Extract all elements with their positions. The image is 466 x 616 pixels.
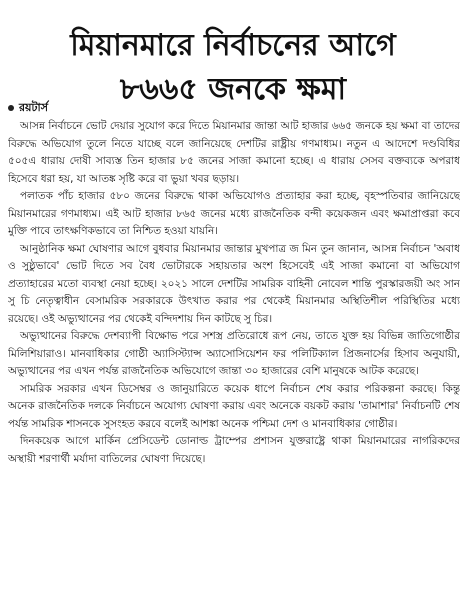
headline-line-2: ৮৬৬৫ জনকে ক্ষমা: [119, 72, 347, 108]
paragraph-4: অভ্যুত্থানের বিরুদ্ধে দেশব্যাপী বিক্ষোভ পরে সশস্ত্র প্রতিরোধে রূপ নেয়, তাতে যুক্ত হয় বিভিন্ন জাতিগোষ্ঠীর মিলিশিয়ারাও। মানবাধিকার গোষ্ঠী অ্যাসিস্ট্যান্স অ্যাসোসিয়েশন ফর পলিটিক্যাল প্রিজনার্সের হিসাব অনুযায়ী, অভ্যুত্থানের পর এখন পর্যন্ত রাজনৈতিক অভিযোগে জান্তা ৩০ হাজারের বেশি মানুষকে আটক করেছে।: [8, 330, 460, 377]
article-body: [8, 118, 460, 612]
bullet-icon: [8, 105, 14, 111]
headline: [8, 24, 458, 112]
paragraph-1: আসন্ন নির্বাচনে ভোট দেয়ার সুযোগ করে দিতে মিয়ানমার জান্তা আট হাজার ৬৬৫ জনকে হয় ক্ষমা বা তাদের বিরুদ্ধে অভিযোগ তুলে নিতে যাচ্ছে বলে জানিয়েছে দেশটির রাষ্ট্রীয় গণমাধ্যম। নতুন এ আদেশে দণ্ডবিধির ৫০৫এ ধারায় দোষী সাব্যস্ত তিন হাজার ৮৫ জনের সাজা কমানো হচ্ছে। এ ধারায় সেসব বক্তব্যকে অপরাধ হিসেবে ধরা হয়, যা আতঙ্ক সৃষ্টি করে বা ভুয়া খবর ছড়ায়।: [8, 120, 460, 185]
paragraph-3: আনুষ্ঠানিক ক্ষমা ঘোষণার আগে বুধবার মিয়ানমার জান্তার মুখপাত্র জ মিন তুন জানান, আসন্ন নির্বাচন 'অবাধ ও সুষ্ঠুভাবে' ভোট দিতে সব বৈধ ভোটারকে সহায়তার অংশ হিসেবেই এই সাজা কমানো বা অভিযোগ প্রত্যাহারের মতো ব্যবস্থা নেয়া হচ্ছে। ২০২১ সালে দেশটির সামরিক বাহিনী নোবেল শান্তি পুরস্কারজয়ী অং সান সু চি নেতৃত্বাধীন বেসামরিক সরকারকে উৎখাত করার পর থেকেই মিয়ানমার অস্থিতিশীল পরিস্থিতির মধ্যে রয়েছে। ওই অভ্যুত্থানের পর থেকেই বন্দিদশায় দিন কাটছে সু চির।: [8, 242, 460, 325]
source-label: রয়টার্স: [19, 100, 48, 114]
source-byline: [8, 100, 48, 116]
paragraph-2: পলাতক পাঁচ হাজার ৫৮০ জনের বিরুদ্ধে থাকা অভিযোগও প্রত্যাহার করা হচ্ছে, বৃহস্পতিবার জানিয়েছে মিয়ানমারের গণমাধ্যম। এই আট হাজার ৮৬৫ জনের মধ্যে রাজনৈতিক বন্দী কয়েকজন এবং ক্ষমাপ্রাপ্তরা কবে মুক্তি পাবে তাৎক্ষণিকভাবে তা নিশ্চিত হওয়া যায়নি।: [8, 190, 460, 237]
paragraph-5: সামরিক সরকার এখন ডিসেম্বর ও জানুয়ারিতে কয়েক ধাপে নির্বাচন শেষ করার পরিকল্পনা করছে। কিন্তু অনেক রাজনৈতিক দলকে নির্বাচনে অযোগ্য ঘোষণা করায় এবং অনেকে বয়কট করায় 'তামাশার' নির্বাচনটি শেষ পর্যন্ত সামরিক শাসনকে সুসংহত করবে বলেই আশঙ্কা অনেক পশ্চিমা দেশ ও মানবাধিকার গোষ্ঠীর।: [8, 382, 460, 430]
paragraph-6: দিনকয়েক আগে মার্কিন প্রেসিডেন্ট ডোনাল্ড ট্রাম্পের প্রশাসন যুক্তরাষ্ট্রে থাকা মিয়ানমারের নাগরিকদের অস্থায়ী শরণার্থী মর্যাদা বাতিলের ঘোষণা দিয়েছে।: [8, 435, 460, 465]
headline-line-1: মিয়ানমারে নির্বাচনের আগে: [70, 28, 396, 64]
